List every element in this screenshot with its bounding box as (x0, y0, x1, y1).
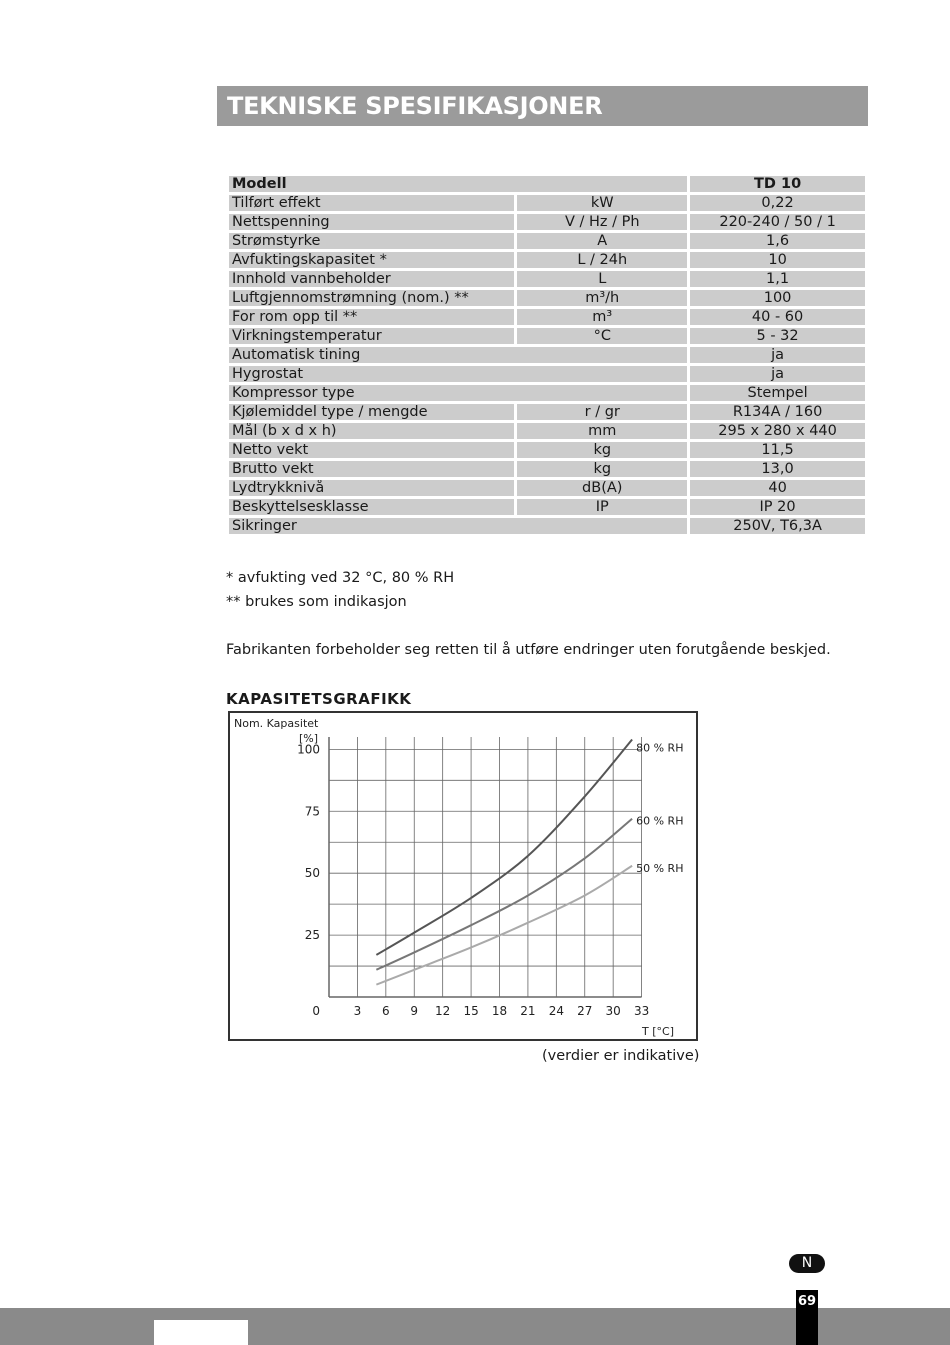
page-title: TEKNISKE SPESIFIKASJONER (217, 86, 868, 126)
x-tick-label: 6 (382, 1004, 390, 1018)
footer-tab (154, 1320, 248, 1345)
spec-value: 13,0 (690, 461, 865, 477)
spec-label: Mål (b x d x h) (229, 423, 514, 439)
capacity-chart-svg (230, 713, 696, 1039)
spec-row (229, 366, 865, 382)
spec-value: IP 20 (690, 499, 865, 515)
spec-unit: dB(A) (517, 480, 687, 496)
spec-label: Tilført effekt (229, 195, 514, 211)
y-tick-label: 0 (312, 1004, 320, 1018)
spec-value: ja (690, 347, 865, 363)
spec-unit: kg (517, 461, 687, 477)
spec-row (229, 518, 865, 534)
footnote-1: * avfukting ved 32 °C, 80 % RH (226, 570, 455, 586)
y-tick-label: 25 (304, 928, 320, 943)
spec-value: 220-240 / 50 / 1 (690, 214, 865, 230)
spec-label: Hygrostat (229, 366, 687, 382)
spec-unit: mm (517, 423, 687, 439)
spec-row (229, 233, 865, 249)
language-badge: N (789, 1254, 825, 1273)
spec-label: Lydtrykknivå (229, 480, 514, 496)
model-value: TD 10 (690, 176, 865, 192)
y-tick-label: 100 (297, 742, 320, 757)
spec-label: Kjølemiddel type / mengde (229, 404, 514, 420)
spec-label: Innhold vannbeholder (229, 271, 514, 287)
spec-label: Strømstyrke (229, 233, 514, 249)
spec-value: 295 x 280 x 440 (690, 423, 865, 439)
x-tick-label: 9 (410, 1004, 419, 1018)
x-tick-label: 12 (435, 1004, 451, 1018)
spec-value: 1,1 (690, 271, 865, 287)
spec-label: Virkningstemperatur (229, 328, 514, 344)
y-axis-label: Nom. Kapasitet (234, 717, 319, 730)
spec-label: Netto vekt (229, 442, 514, 458)
spec-value: 0,22 (690, 195, 865, 211)
spec-value: 11,5 (690, 442, 865, 458)
spec-value: 40 (690, 480, 865, 496)
spec-unit: r / gr (517, 404, 687, 420)
spec-value: 40 - 60 (690, 309, 865, 325)
y-tick-label: 50 (304, 866, 320, 881)
spec-value: ja (690, 366, 865, 382)
spec-label: For rom opp til ** (229, 309, 514, 325)
spec-unit: °C (517, 328, 687, 344)
spec-row (229, 328, 865, 344)
spec-value: 1,6 (690, 233, 865, 249)
spec-table (226, 173, 868, 537)
chart-section-title: KAPASITETSGRAFIKK (226, 690, 412, 708)
spec-row (229, 480, 865, 496)
spec-unit: kg (517, 442, 687, 458)
spec-label: Kompressor type (229, 385, 687, 401)
spec-value: 5 - 32 (690, 328, 865, 344)
spec-label: Brutto vekt (229, 461, 514, 477)
spec-header-row (229, 176, 865, 192)
spec-row (229, 214, 865, 230)
spec-value: 250V, T6,3A (690, 518, 865, 534)
spec-row (229, 271, 865, 287)
x-tick-label: 21 (520, 1004, 536, 1018)
x-tick-label: 24 (548, 1004, 564, 1018)
spec-unit: kW (517, 195, 687, 211)
y-axis-unit: [%] (298, 732, 318, 745)
series-line (376, 819, 632, 970)
spec-label: Beskyttelsesklasse (229, 499, 514, 515)
page-number: 69 (796, 1290, 818, 1345)
model-label: Modell (229, 176, 687, 192)
spec-row (229, 423, 865, 439)
series-line (376, 866, 632, 985)
series-line (376, 739, 632, 954)
spec-row (229, 404, 865, 420)
spec-row (229, 290, 865, 306)
spec-row (229, 252, 865, 268)
spec-row (229, 461, 865, 477)
spec-unit: IP (517, 499, 687, 515)
series-label: 60 % RH (636, 814, 684, 828)
x-axis-label: T [°C] (642, 1025, 674, 1038)
spec-value: Stempel (690, 385, 865, 401)
x-tick-label: 33 (633, 1004, 650, 1018)
spec-label: Sikringer (229, 518, 687, 534)
spec-unit: L / 24h (517, 252, 687, 268)
x-tick-label: 3 (353, 1004, 362, 1018)
spec-unit: m³/h (517, 290, 687, 306)
chart-caption: (verdier er indikative) (542, 1048, 700, 1064)
spec-row (229, 385, 865, 401)
spec-unit: L (517, 271, 687, 287)
spec-unit: V / Hz / Ph (517, 214, 687, 230)
spec-value: R134A / 160 (690, 404, 865, 420)
spec-row (229, 442, 865, 458)
spec-label: Avfuktingskapasitet * (229, 252, 514, 268)
spec-label: Nettspenning (229, 214, 514, 230)
x-tick-label: 18 (491, 1004, 508, 1018)
x-tick-label: 27 (577, 1004, 593, 1018)
series-label: 80 % RH (636, 741, 684, 755)
series-label: 50 % RH (636, 861, 684, 875)
spec-label: Automatisk tining (229, 347, 687, 363)
spec-unit: A (517, 233, 687, 249)
x-tick-label: 30 (605, 1004, 621, 1018)
spec-row (229, 309, 865, 325)
spec-unit: m³ (517, 309, 687, 325)
y-tick-label: 75 (304, 804, 320, 819)
spec-row (229, 347, 865, 363)
spec-label: Luftgjennomstrømning (nom.) ** (229, 290, 514, 306)
spec-row (229, 499, 865, 515)
x-tick-label: 15 (463, 1004, 479, 1018)
spec-value: 100 (690, 290, 865, 306)
spec-value: 10 (690, 252, 865, 268)
spec-row (229, 195, 865, 211)
footnote-2: ** brukes som indikasjon (226, 594, 407, 610)
capacity-chart (228, 711, 698, 1041)
disclaimer-text: Fabrikanten forbeholder seg retten til å utføre endringer uten forutgående beskjed. (226, 642, 831, 658)
